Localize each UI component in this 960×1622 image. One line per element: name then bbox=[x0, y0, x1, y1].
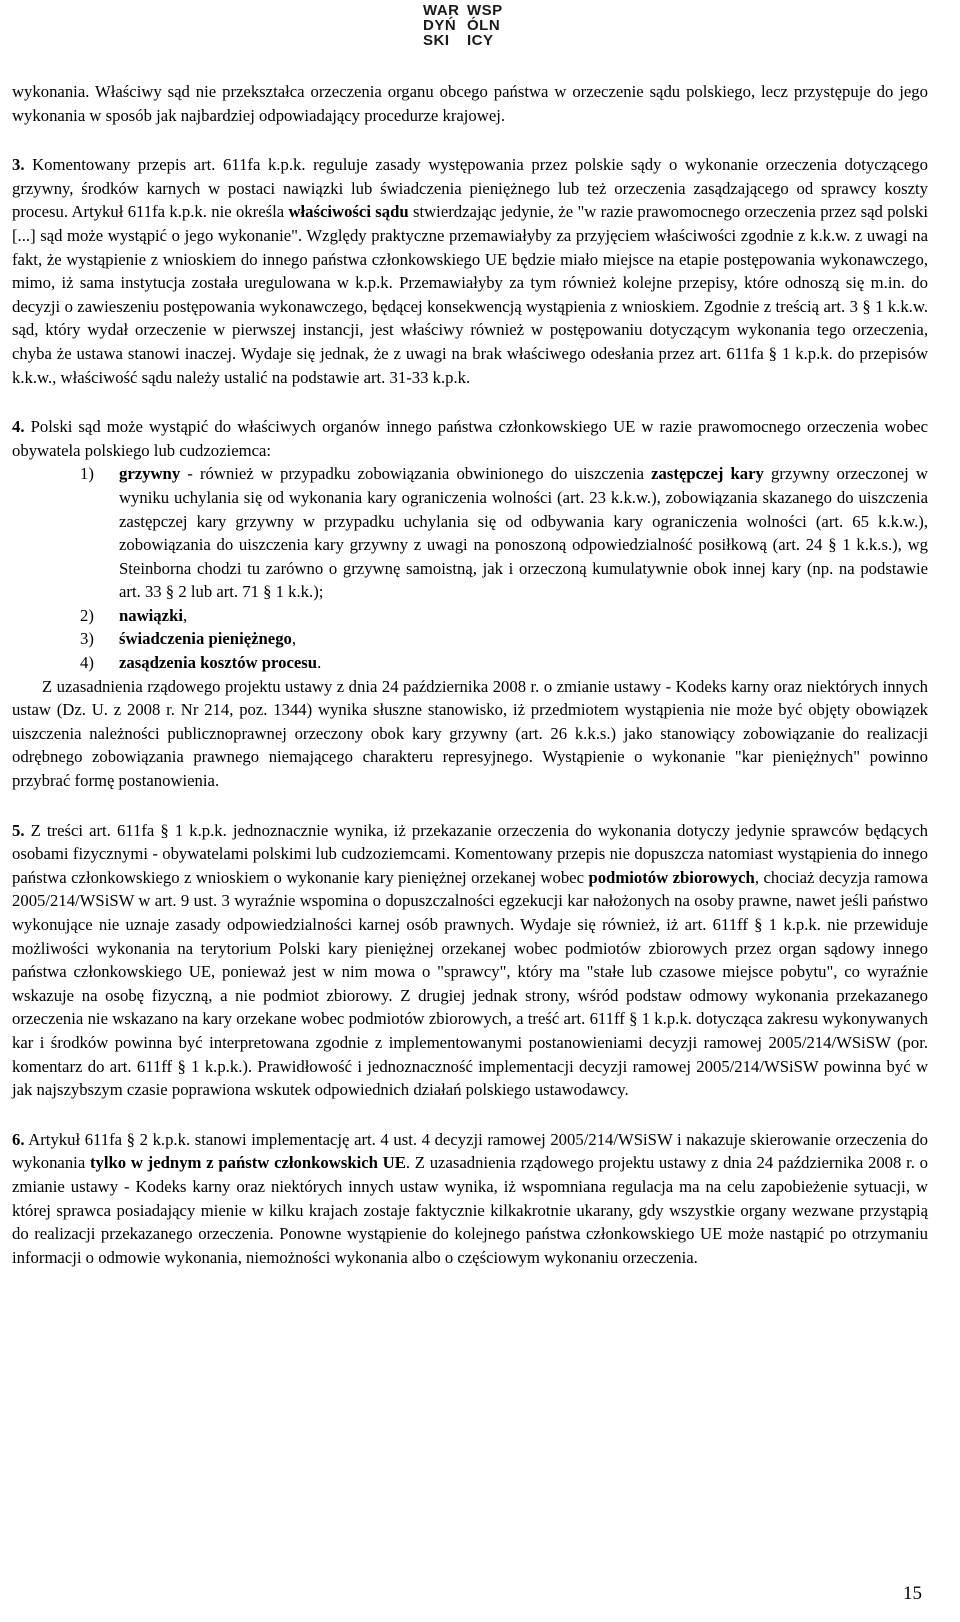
list-item bbox=[12, 651, 928, 675]
emphasis-text: podmiotów zbiorowych bbox=[588, 867, 755, 887]
logo-text: ICY bbox=[467, 32, 494, 49]
paragraph-text: Komentowany przepis art. 611fa k.p.k. reguluje zasady występowania przez polskie sądy o wykonanie orzeczenia dotyczącego grzywny, środków karnych w postaci nawiązki lub świadczenia pieniężnego lub też orzeczenia zasądzającego od sprawcy koszty procesu. Artykuł 611fa k.p.k. nie określa bbox=[12, 155, 928, 222]
paragraph-text: . Z uzasadnienia rządowego projektu ustawy z dnia 24 października 2008 r. o zmianie ustawy - Kodeks karny oraz niektórych innych ustaw wynika, iż wspomniana regulacja ma na celu zapobieżenie sytuacji, w której sprawca posiadający mienie w kilku krajach zostaje faktycznie kilkakrotnie ukarany, gdy wszystkie organy wezwane przystąpią do realizacji przekazanego orzeczenia. Ponowne wystąpienie do kolejnego państwa członkowskiego UE może nastąpić po otrzymaniu informacji o odmowie wykonania, niemożności wykonania albo o częściowym wykonaniu orzeczenia. bbox=[12, 1153, 928, 1267]
paragraph-text: Z treści art. 611fa § 1 k.p.k. jednoznacznie wynika, iż przekazanie orzeczenia do wykonania dotyczy jedynie sprawców będących osobami fizycznymi - obywatelami polskimi lub cudzoziemcami. Komentowany przepis nie dopuszcza natomiast wystąpienia do innego państwa członkowskiego z wnioskiem o wykonanie kary pieniężnej orzekanej wobec bbox=[12, 820, 928, 887]
emphasis-text: zasądzenia kosztów procesu bbox=[119, 653, 318, 673]
paragraph-text: , chociaż decyzja ramowa 2005/214/WSiSW w art. 9 ust. 3 wyraźnie wspomina o dopuszczalności egzekucji kar nałożonych na osoby prawne, nawet jeśli państwo wykonujące nie uznaje zasady odpowiedzialności karnej osób prawnych. Wydaje się również, iż art. 611ff § 1 k.p.k. nie przewiduje możliwości wykonania na terytorium Polski kary pieniężnej orzekanej wobec podmiotów zbiorowych przez organ sądowy innego państwa członkowskiego UE, ponieważ jest w nim mowa o "sprawcy", który ma "stałe lub czasowe miejsce pobytu", co wyraźnie wskazuje na osobę fizyczną, a nie podmiot zbiorowy. Z drugiej jednak strony, wśród podstaw odmowy wykonania przekazanego orzeczenia nie wskazano na kary orzekane wobec podmiotów zbiorowych, a treść art. 611ff § 1 k.p.k. dotycząca zakresu wykonywanych kar i środków powinna być interpretowana zgodnie z implementowanymi postanowieniami decyzji ramowej 2005/214/WSiSW (por. komentarz do art. 611ff § 1 k.p.k.). Prawidłowość i jednoznaczność implementacji decyzji ramowej 2005/214/WSiSW powinna być w jak najszybszym czasie poprawiona wskutek odpowiednich działań polskiego ustawodawcy. bbox=[12, 867, 928, 1100]
paragraph-4-continuation: Z uzasadnienia rządowego projektu ustawy z dnia 24 października 2008 r. o zmianie ustawy - Kodeks karny oraz niektórych innych ustaw (Dz. U. z 2008 r. Nr 214, poz. 1344) wynika słuszne stanowisko, iż przedmiotem wystąpienia nie może być objęty obowiązek uiszczenia należności publicznoprawnej orzeczony obok kary grzywny (art. 26 k.k.s.) jako stanowiący zobowiązanie do realizacji odrębnego zobowiązania prawnego niemającego charakteru represyjnego. Wystąpienie o wykonanie "kar pieniężnych" powinno przybrać formę postanowienia. bbox=[12, 676, 928, 791]
logo-text: ÓLN bbox=[467, 17, 501, 34]
paragraph-3 bbox=[12, 153, 928, 389]
paragraph-4 bbox=[12, 415, 928, 462]
paragraph-text: Polski sąd może wystąpić do właściwych organów innego państwa członkowskiego UE w razie prawomocnego orzeczenia wobec obywatela polskiego lub cudzoziemca: bbox=[12, 417, 928, 460]
list-item bbox=[12, 604, 928, 628]
paragraph-continuation: wykonania. Właściwy sąd nie przekształca orzeczenia organu obcego państwa w orzeczenie sądu polskiego, lecz przystępuje do jego wykonania w sposób jak najbardziej odpowiadający procedurze krajowej. bbox=[12, 82, 928, 125]
emphasis-text: świadczenia pieniężnego bbox=[119, 629, 292, 649]
logo-text: SKI bbox=[423, 32, 450, 49]
warsaw-universities-logo bbox=[423, 3, 519, 49]
list-item-text: - również w przypadku zobowiązania obwinionego do uiszczenia bbox=[180, 464, 652, 484]
list-item-text: . bbox=[317, 653, 322, 673]
logo-text: WSP bbox=[467, 2, 503, 19]
paragraph-text: stwierdzając jedynie, że "w razie prawomocnego orzeczenia przez sąd polski [...] sąd może wystąpić o jego wykonanie". Względy praktyczne przemawiałyby za przyjęciem właściwości zgodnie z k.k.w. z uwagi na fakt, że wystąpienie z wnioskiem do innego państwa członkowskiego UE będzie miało miejsce na etapie postępowania wykonawczego, mimo, iż sama instytucja została uregulowana w k.p.k. Przemawiałyby za tym również kolejne przepisy, które odnoszą się m.in. do decyzji o zawieszeniu postępowania wykonawczego, będącej konsekwencją wystąpienia z wnioskiem. Zgodnie z treścią art. 3 § 1 k.k.w. sąd, który wydał orzeczenie w pierwszej instancji, jest właściwy również w postępowaniu dotyczącym wykonania tego orzeczenia, chyba że ustawa stanowi inaczej. Wydaje się jednak, że z uwagi na brak właściwego odesłania przez art. 611fa § 1 k.p.k. do przepisów k.k.w., właściwość sądu należy ustalić na podstawie art. 31-33 k.p.k. bbox=[12, 202, 928, 387]
section-number: 4. bbox=[12, 417, 25, 437]
list-item-text: grzywny orzeczonej w wyniku uchylania się od wykonania kary ograniczenia wolności (art. 23 k.k.w.), zobowiązania skazanego do uiszczenia zastępczej kary grzywny w przypadku uchylania się od odbywania kary ograniczenia wolności (art. 65 k.k.w.), zobowiązania do uiszczenia kary grzywny z uwagi na ponoszoną odpowiedzialność posiłkową (art. 24 § 1 k.k.s.), wg Steinborna chodzi tu zarówno o grzywnę samoistną, jak i orzeczoną kumulatywnie obok innej kary (np. na podstawie art. 33 § 2 lub art. 71 § 1 k.k.); bbox=[119, 464, 928, 602]
logo-text: WAR bbox=[423, 2, 460, 19]
paragraph-6 bbox=[12, 1128, 928, 1270]
emphasis-text: tylko w jednym z państw członkowskich UE bbox=[89, 1153, 406, 1173]
enumerated-list bbox=[12, 462, 928, 674]
emphasis-text: zastępczej kary bbox=[651, 464, 764, 484]
emphasis-text: nawiązki bbox=[119, 605, 183, 625]
list-item-text: , bbox=[291, 629, 297, 649]
section-number: 5. bbox=[12, 820, 25, 840]
list-item-number: 3) bbox=[80, 629, 94, 649]
list-item bbox=[12, 462, 928, 604]
list-item-number: 1) bbox=[80, 464, 94, 484]
section-number: 3. bbox=[12, 155, 25, 175]
section-number: 6. bbox=[12, 1129, 25, 1149]
emphasis-text: grzywny bbox=[119, 464, 181, 484]
list-item-text: , bbox=[182, 605, 188, 625]
page-number: 15 bbox=[903, 1583, 922, 1604]
list-item-number: 4) bbox=[80, 653, 94, 673]
logo-text: DYŃ bbox=[423, 17, 457, 34]
document-body bbox=[12, 80, 928, 1269]
list-item bbox=[12, 627, 928, 651]
paragraph-5 bbox=[12, 819, 928, 1102]
paragraph-text: Artykuł 611fa § 2 k.p.k. stanowi implementację art. 4 ust. 4 decyzji ramowej 2005/214/WSiSW i nakazuje skierowanie orzeczenia do wykonania bbox=[12, 1129, 928, 1173]
list-item-number: 2) bbox=[80, 605, 94, 625]
emphasis-text: właściwości sądu bbox=[288, 202, 409, 222]
